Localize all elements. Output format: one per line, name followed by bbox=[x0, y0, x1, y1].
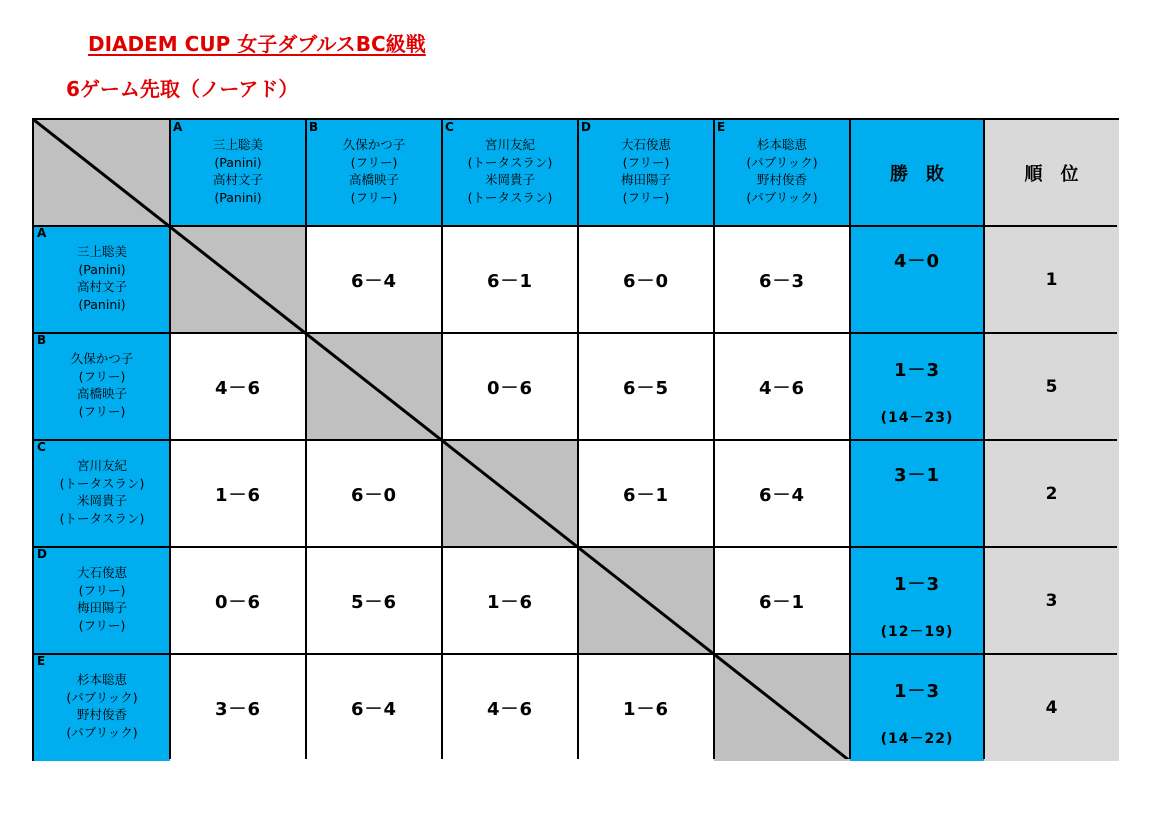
player-name: 梅田陽子 bbox=[76, 600, 127, 615]
player-club: (フリー) bbox=[78, 368, 126, 384]
score-value: 6－5 bbox=[622, 377, 670, 399]
player-name: 梅田陽子 bbox=[620, 172, 671, 187]
game-total: (14－23) bbox=[880, 410, 954, 426]
rank-value: 5 bbox=[1045, 376, 1058, 397]
player-name: 野村俊香 bbox=[756, 172, 807, 187]
player-club: (パブリック) bbox=[66, 689, 138, 705]
player-name: 三上聡美 bbox=[76, 244, 127, 259]
pair-letter: B bbox=[37, 333, 47, 347]
player-name: 宮川友紀 bbox=[484, 137, 535, 152]
player-club: (フリー) bbox=[78, 403, 126, 419]
player-club: (フリー) bbox=[78, 617, 126, 633]
grid-lines bbox=[34, 120, 1117, 759]
score-value: 6－0 bbox=[350, 484, 398, 506]
score-value: 6－1 bbox=[758, 591, 806, 613]
player-name: 久保かつ子 bbox=[342, 137, 406, 152]
game-total: (14－22) bbox=[880, 731, 954, 747]
pair-letter: A bbox=[37, 226, 47, 240]
player-club: (フリー) bbox=[350, 154, 398, 170]
score-value: 0－6 bbox=[214, 591, 262, 613]
rank-value: 3 bbox=[1045, 590, 1058, 611]
pair-letter: C bbox=[445, 120, 454, 134]
player-name: 高村文子 bbox=[212, 172, 263, 187]
score-value: 6－4 bbox=[350, 270, 398, 292]
win-loss-value: 3－1 bbox=[893, 465, 941, 486]
pair-letter: C bbox=[37, 440, 46, 454]
player-name: 久保かつ子 bbox=[70, 351, 134, 366]
page-title: DIADEM CUP 女子ダブルスBC級戦 bbox=[88, 32, 426, 56]
player-name: 野村俊香 bbox=[76, 707, 127, 722]
score-value: 6－1 bbox=[486, 270, 534, 292]
player-club: (トータスラン) bbox=[59, 475, 145, 491]
player-name: 三上聡美 bbox=[212, 137, 263, 152]
pair-letter: E bbox=[717, 120, 726, 134]
player-name: 杉本聡恵 bbox=[76, 672, 127, 687]
player-name: 杉本聡恵 bbox=[756, 137, 807, 152]
player-club: (Panini) bbox=[214, 189, 262, 205]
player-name: 高橋映子 bbox=[348, 172, 399, 187]
player-club: (フリー) bbox=[78, 582, 126, 598]
player-club: (Panini) bbox=[78, 296, 126, 312]
pair-letter: E bbox=[37, 654, 46, 668]
player-name: 大石俊恵 bbox=[76, 565, 127, 580]
player-club: (フリー) bbox=[350, 189, 398, 205]
player-name: 米岡貴子 bbox=[484, 172, 535, 187]
score-value: 6－3 bbox=[758, 270, 806, 292]
score-value: 1－6 bbox=[486, 591, 534, 613]
wins-losses-label: 勝 敗 bbox=[890, 164, 944, 185]
player-name: 高橋映子 bbox=[76, 386, 127, 401]
win-loss-value: 1－3 bbox=[893, 681, 941, 702]
win-loss-value: 1－3 bbox=[893, 574, 941, 595]
pair-letter: D bbox=[37, 547, 47, 561]
score-value: 0－6 bbox=[486, 377, 534, 399]
score-value: 4－6 bbox=[758, 377, 806, 399]
rank-value: 1 bbox=[1045, 269, 1058, 290]
player-club: (パブリック) bbox=[66, 724, 138, 740]
score-value: 4－6 bbox=[486, 698, 534, 720]
score-value: 6－1 bbox=[622, 484, 670, 506]
player-name: 宮川友紀 bbox=[76, 458, 127, 473]
score-value: 4－6 bbox=[214, 377, 262, 399]
player-club: (パブリック) bbox=[746, 189, 818, 205]
player-club: (トータスラン) bbox=[467, 189, 553, 205]
score-value: 6－4 bbox=[758, 484, 806, 506]
rank-label: 順 位 bbox=[1024, 164, 1079, 185]
score-value: 3－6 bbox=[214, 698, 262, 720]
player-name: 高村文子 bbox=[76, 279, 127, 294]
score-value: 6－4 bbox=[350, 698, 398, 720]
pair-letter: D bbox=[581, 120, 591, 134]
page-subtitle: 6ゲーム先取（ノーアド） bbox=[66, 77, 299, 101]
player-club: (トータスラン) bbox=[467, 154, 553, 170]
player-club: (フリー) bbox=[622, 189, 670, 205]
rank-value: 4 bbox=[1045, 697, 1058, 718]
score-value: 5－6 bbox=[350, 591, 398, 613]
player-club: (トータスラン) bbox=[59, 510, 145, 526]
win-loss-value: 4－0 bbox=[893, 251, 941, 272]
player-name: 大石俊恵 bbox=[620, 137, 671, 152]
pair-letter: B bbox=[309, 120, 319, 134]
player-club: (パブリック) bbox=[746, 154, 818, 170]
win-loss-value: 1－3 bbox=[893, 360, 941, 381]
score-value: 6－0 bbox=[622, 270, 670, 292]
score-value: 1－6 bbox=[214, 484, 262, 506]
rank-value: 2 bbox=[1045, 483, 1058, 504]
pair-letter: A bbox=[173, 120, 183, 134]
score-value: 1－6 bbox=[622, 698, 670, 720]
game-total: (12－19) bbox=[880, 624, 954, 640]
player-club: (フリー) bbox=[622, 154, 670, 170]
player-club: (Panini) bbox=[78, 261, 126, 277]
player-name: 米岡貴子 bbox=[76, 493, 127, 508]
round-robin-table bbox=[32, 118, 1119, 761]
player-club: (Panini) bbox=[214, 154, 262, 170]
